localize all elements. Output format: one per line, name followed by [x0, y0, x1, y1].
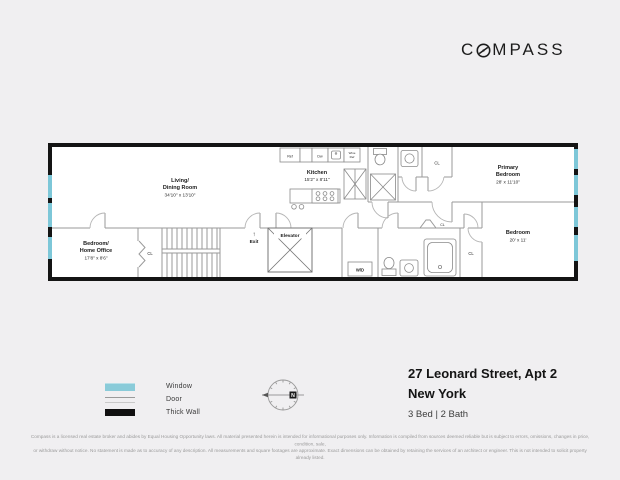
bedroom-office-dims: 17'8" x 8'6": [84, 255, 108, 261]
primary-bedroom-label-2: Bedroom: [495, 172, 521, 178]
dishwasher-label: Dw: [317, 154, 323, 159]
listing-info: [408, 366, 557, 420]
floor-plan: [48, 143, 578, 281]
legend-label-wall: Thick Wall: [166, 409, 201, 416]
listing-address: 27 Leonard Street, Apt 2: [408, 366, 558, 381]
closet-label-hall: CL: [440, 223, 445, 227]
wine-ref-label-1: Wine: [348, 151, 356, 155]
living-room-dims: 34'10" x 13'10": [164, 192, 196, 198]
legend: [105, 380, 200, 419]
wine-ref-label-2: Ref: [349, 155, 355, 159]
disclaimer-line-2: or withdraw without notice. No statement is made as to accuracy of any description. All measurements and square footages are approximate. Exact dimensions can be obtained by retaining the services of an architect or engineer. This is not intended to solicit property already listed.: [33, 448, 587, 461]
kitchen-label: Kitchen: [306, 170, 328, 176]
closet-label-primary: CL: [434, 160, 440, 166]
wall-swatch: [105, 409, 135, 416]
closet-label-bedroom: CL: [468, 251, 474, 256]
listing-meta: 3 Bed | 2 Bath: [408, 409, 469, 420]
compass-needle-icon: [476, 43, 491, 58]
door-swatch: [105, 397, 135, 403]
bedroom-label: Bedroom: [505, 230, 531, 236]
window-swatch: [105, 383, 135, 391]
legend-row-window: [105, 380, 200, 393]
bedroom-office-label-1: Bedroom/: [83, 241, 109, 247]
living-room-label-2: Dining Room: [162, 185, 198, 191]
primary-bedroom-label-1: Primary: [497, 165, 519, 171]
kitchen-dims: 15'2" x 8'11": [304, 177, 330, 182]
legend-label-window: Window: [166, 383, 193, 390]
closet-label-office: CL: [147, 251, 153, 256]
north-label: N: [291, 393, 295, 399]
compass-rose-icon: [259, 371, 307, 419]
legend-row-door: [105, 393, 200, 406]
disclaimer-line-1: Compass is a licensed real estate broker and abides by Equal Housing Opportunity laws. All material presented herein is intended for informational purposes only. Information is compiled from sources deemed reliable but is subject to errors, omissions, changes in price, condition, sale,: [30, 434, 590, 447]
legend-row-wall: [105, 406, 200, 419]
logo-text-start: C: [461, 40, 477, 59]
washer-dryer-label: W/D: [355, 267, 365, 273]
compass-logo: [461, 40, 566, 60]
elevator-label: Elevator: [280, 234, 300, 239]
exit-arrow-icon: ↑: [252, 232, 256, 238]
legend-label-door: Door: [166, 396, 182, 403]
listing-city: New York: [408, 386, 467, 401]
bedroom-office-label-2: Home Office: [79, 248, 113, 254]
fridge-label: Ref: [287, 154, 293, 159]
exit-label: Exit: [249, 240, 259, 245]
disclaimer: [30, 434, 590, 461]
bedroom-dims: 20' x 11': [509, 237, 527, 243]
primary-bedroom-dims: 28' x 11'10": [496, 179, 520, 185]
logo-text-end: MPASS: [492, 40, 566, 59]
living-room-label-1: Living/: [171, 178, 189, 184]
